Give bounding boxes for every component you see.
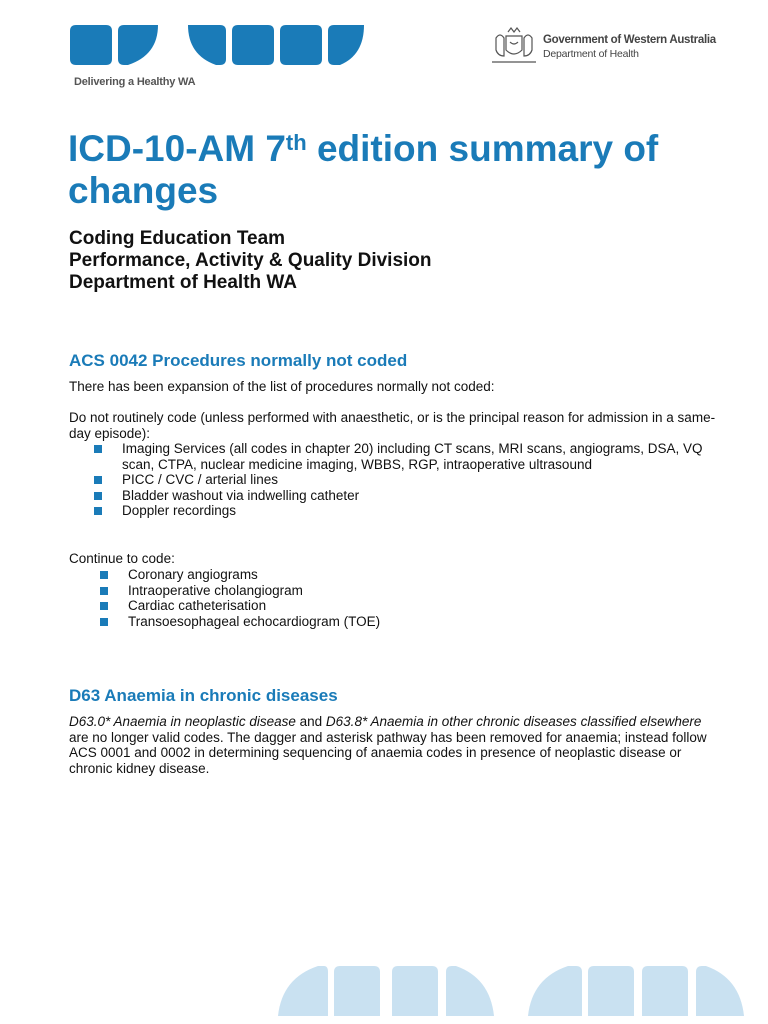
- bullet-square-icon: [94, 445, 102, 453]
- list-item: PICC / CVC / arterial lines: [94, 472, 714, 488]
- logo-shape-6: [328, 25, 364, 65]
- health-wa-logo: [70, 25, 370, 65]
- logo-shape-2: [118, 25, 158, 65]
- list-item: Transoesophageal echocardiogram (TOE): [100, 614, 700, 630]
- title-main: ICD-10-AM 7: [68, 128, 286, 169]
- logo-shape-5: [280, 25, 322, 65]
- list-item: Imaging Services (all codes in chapter 20) including CT scans, MRI scans, angiograms, DSA, VQ scan, CTPA, nuclear medicine imaging, WBBS, RGP, intraoperative ultrasound: [94, 441, 714, 472]
- footer-logo-decoration: [278, 966, 748, 1016]
- team-name: Coding Education Team: [69, 228, 286, 249]
- coat-of-arms-icon: [488, 26, 540, 70]
- government-name: Government of Western Australia: [543, 34, 716, 46]
- section2-paragraph: D63.0* Anaemia in neoplastic disease and D63.8* Anaemia in other chronic diseases classified elsewhere are no longer valid codes. The dagger and asterisk pathway has been removed for anaemia; instead follow ACS 0001 and 0002 in determining sequencing of anaemia codes in presence of neoplastic disease or chronic kidney disease.: [69, 714, 707, 776]
- bullet-square-icon: [100, 602, 108, 610]
- bullet-square-icon: [94, 492, 102, 500]
- continue-to-code-label: Continue to code:: [69, 551, 175, 566]
- section1-do-not-code: Do not routinely code (unless performed with anaesthetic, or is the principal reason for admission in a same-day episode):: [69, 410, 716, 441]
- logo-shape-4: [232, 25, 274, 65]
- department-name: Department of Health: [543, 48, 639, 60]
- bullet-square-icon: [100, 618, 108, 626]
- not-coded-list: [94, 441, 714, 519]
- continue-list: [100, 567, 700, 629]
- section-heading-acs0042: ACS 0042 Procedures normally not coded: [69, 351, 408, 370]
- author-block: [69, 228, 432, 294]
- list-item: Coronary angiograms: [100, 567, 700, 583]
- bullet-square-icon: [100, 587, 108, 595]
- government-logo: [488, 26, 748, 70]
- page-title: [68, 128, 728, 212]
- bullet-square-icon: [94, 476, 102, 484]
- logo-shape-3: [188, 25, 226, 65]
- logo-shape-1: [70, 25, 112, 65]
- section-heading-d63: D63 Anaemia in chronic diseases: [69, 686, 338, 705]
- list-item: Cardiac catheterisation: [100, 598, 700, 614]
- list-item: Intraoperative cholangiogram: [100, 583, 700, 599]
- bullet-square-icon: [100, 571, 108, 579]
- division-name: Performance, Activity & Quality Division: [69, 250, 432, 271]
- title-superscript: th: [285, 130, 307, 155]
- list-item: Bladder washout via indwelling catheter: [94, 488, 714, 504]
- section1-intro: There has been expansion of the list of procedures normally not coded:: [69, 379, 495, 394]
- title-rest: edition summary of changes: [68, 128, 659, 211]
- bullet-square-icon: [94, 507, 102, 515]
- department-line: Department of Health WA: [69, 272, 298, 293]
- list-item: Doppler recordings: [94, 503, 714, 519]
- tagline: Delivering a Healthy WA: [74, 76, 196, 88]
